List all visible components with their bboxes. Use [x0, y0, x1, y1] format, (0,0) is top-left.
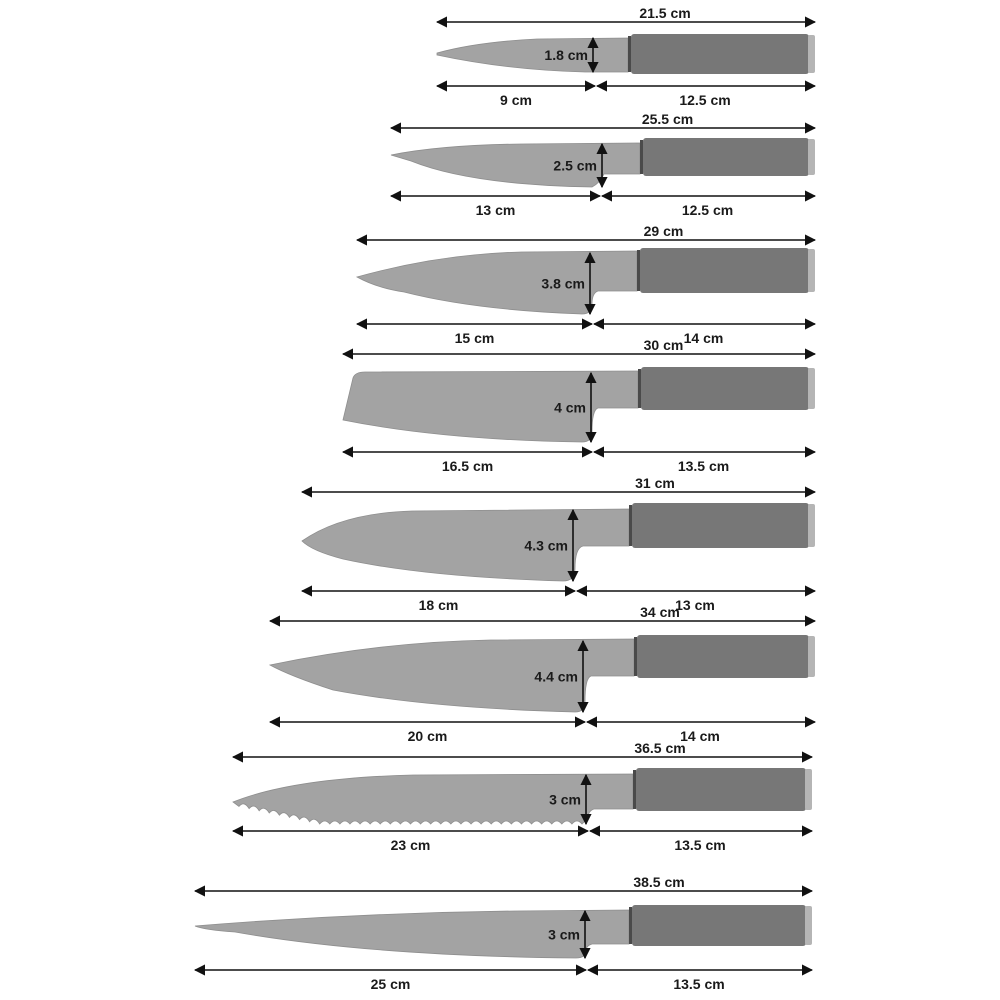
total-length-label: 34 cm: [640, 604, 680, 620]
knife-collar: [628, 36, 631, 72]
knife-5: [302, 475, 815, 613]
handle-length-label: 14 cm: [680, 728, 720, 744]
handle-length-label: 14 cm: [683, 330, 724, 346]
blade-length-label: 15 cm: [454, 330, 495, 346]
knife-handle-cap: [808, 368, 815, 409]
knife-handle: [637, 635, 809, 678]
handle-length-label: 13.5 cm: [674, 837, 726, 853]
total-length-label: 36.5 cm: [634, 740, 686, 756]
knife-handle-cap: [808, 35, 815, 73]
knife-collar: [637, 250, 640, 291]
knife-blade: [270, 639, 634, 712]
knife-collar: [629, 505, 632, 546]
handle-length-label: 12.5 cm: [679, 92, 731, 108]
blade-height-label: 4 cm: [554, 399, 586, 416]
knife-handle: [632, 905, 806, 946]
total-length-label: 25.5 cm: [641, 111, 694, 127]
knife-blade: [302, 509, 629, 581]
total-length-label: 31 cm: [635, 475, 675, 491]
knife-handle: [632, 503, 809, 548]
blade-length-label: 23 cm: [390, 837, 431, 853]
handle-length-label: 13 cm: [675, 597, 715, 613]
blade-length-label: 20 cm: [407, 728, 448, 744]
total-length-label: 30 cm: [643, 337, 684, 353]
knife-collar: [633, 770, 636, 809]
knife-handle: [643, 138, 809, 176]
knife-6: [270, 604, 815, 744]
knife-blade: [437, 38, 628, 72]
blade-length-label: 16.5 cm: [441, 458, 494, 474]
knife-4: [343, 337, 815, 474]
knife-handle-cap: [808, 504, 815, 547]
knife-handle: [640, 248, 809, 293]
knife-handle-cap: [805, 906, 812, 945]
knife-1: [437, 5, 815, 108]
blade-height-label: 3.8 cm: [541, 275, 585, 292]
blade-length-label: 18 cm: [418, 597, 459, 613]
knife-3: [357, 223, 815, 346]
knife-handle: [636, 768, 806, 811]
total-length-label: 29 cm: [643, 223, 684, 239]
knife-handle: [641, 367, 809, 410]
knife-blade: [357, 251, 637, 314]
knife-2: [391, 111, 815, 218]
total-length-label: 38.5 cm: [633, 874, 685, 890]
handle-length-label: 13.5 cm: [673, 976, 725, 992]
knife-blade: [343, 371, 638, 442]
knife-handle-cap: [805, 769, 812, 810]
blade-height-label: 3 cm: [549, 791, 581, 808]
blade-length-label: 25 cm: [370, 976, 411, 992]
handle-length-label: 12.5 cm: [681, 202, 734, 218]
blade-length-label: 13 cm: [475, 202, 516, 218]
knife-handle-cap: [808, 636, 815, 677]
blade-height-label: 4.4 cm: [534, 668, 578, 685]
knife-handle: [631, 34, 809, 74]
knife-7: [233, 740, 812, 853]
handle-length-label: 13.5 cm: [677, 458, 730, 474]
blade-height-label: 1.8 cm: [544, 47, 588, 63]
knife-collar: [638, 369, 641, 408]
blade-height-label: 2.5 cm: [553, 157, 597, 174]
knife-handle-cap: [808, 139, 815, 175]
knife-collar: [640, 140, 643, 174]
knife-8: [195, 874, 812, 992]
knife-handle-cap: [808, 249, 815, 292]
knife-collar: [629, 907, 632, 944]
total-length-label: 21.5 cm: [639, 5, 691, 21]
blade-length-label: 9 cm: [500, 92, 532, 108]
blade-height-label: 4.3 cm: [524, 537, 568, 554]
blade-height-label: 3 cm: [548, 926, 580, 943]
knife-collar: [634, 637, 637, 676]
